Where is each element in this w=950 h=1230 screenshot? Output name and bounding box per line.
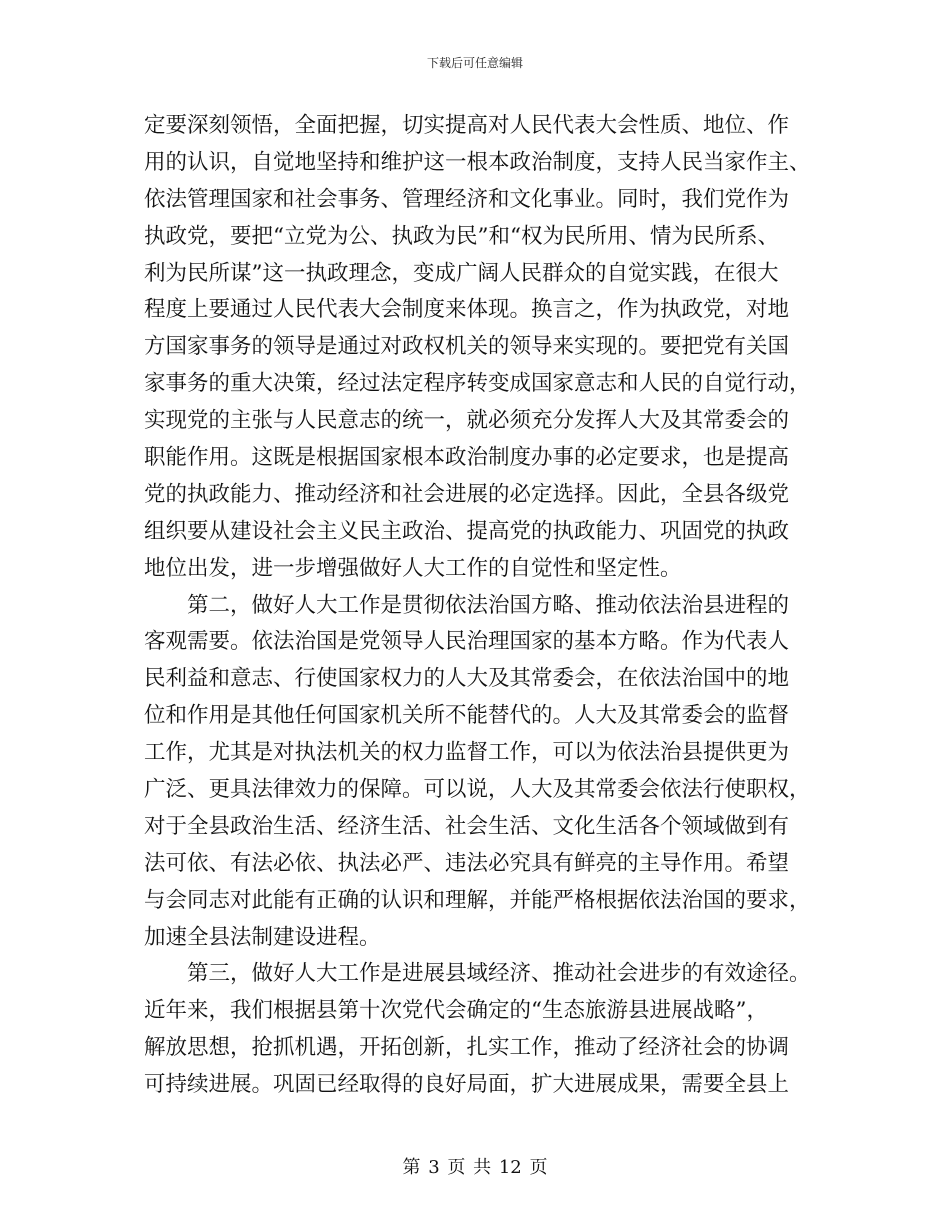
body-line: 第二，做好人大工作是贯彻依法治国方略、推动依法治县进程的 xyxy=(144,592,790,618)
body-line: 可持续进展。巩固已经取得的良好局面，扩大进展成果，需要全县上 xyxy=(144,1072,790,1098)
page-number-footer: 第 3 页 共 12 页 xyxy=(402,1157,548,1178)
body-line: 解放思想，抢抓机遇，开拓创新，扎实工作，推动了经济社会的协调 xyxy=(144,1035,790,1061)
body-line: 方国家事务的领导是通过对政权机关的领导来实现的。要把党有关国 xyxy=(144,334,790,360)
body-line: 第三，做好人大工作是进展县域经济、推动社会进步的有效途径。 xyxy=(144,961,811,987)
body-line: 地位出发，进一步增强做好人大工作的自觉性和坚定性。 xyxy=(144,555,682,581)
body-line: 客观需要。依法治国是党领导人民治理国家的基本方略。作为代表人 xyxy=(144,629,790,655)
body-line: 程度上要通过人民代表大会制度来体现。换言之，作为执政党，对地 xyxy=(144,297,790,323)
body-line: 定要深刻领悟，全面把握，切实提高对人民代表大会性质、地位、作 xyxy=(144,113,790,138)
body-line: 广泛、更具法律效力的保障。可以说，人大及其常委会依法行使职权， xyxy=(144,777,811,803)
body-line: 与会同志对此能有正确的认识和理解，并能严格根据依法治国的要求， xyxy=(144,887,811,913)
body-line: 党的执政能力、推动经济和社会进展的必定选择。因此，全县各级党 xyxy=(144,481,790,507)
body-line: 依法管理国家和社会事务、管理经济和文化事业。同时，我们党作为 xyxy=(144,186,790,212)
body-line: 法可依、有法必依、执法必严、违法必究具有鲜亮的主导作用。希望 xyxy=(144,850,790,876)
page-header-note: 下载后可任意编辑 xyxy=(426,56,523,70)
body-line: 利为民所谋”这一执政理念，变成广阔人民群众的自觉实践，在很大 xyxy=(144,260,779,286)
body-line: 职能作用。这既是根据国家根本政治制度办事的必定要求，也是提高 xyxy=(144,445,790,471)
body-line: 民利益和意志、行使国家权力的人大及其常委会，在依法治国中的地 xyxy=(144,666,790,692)
body-line: 执政党，要把“立党为公、执政为民”和“权为民所用、情为民所系、 xyxy=(144,223,779,249)
body-line: 家事务的重大决策，经过法定程序转变成国家意志和人民的自觉行动， xyxy=(144,371,811,397)
body-line: 实现党的主张与人民意志的统一，就必须充分发挥人大及其常委会的 xyxy=(144,408,790,434)
body-line: 位和作用是其他任何国家机关所不能替代的。人大及其常委会的监督 xyxy=(144,703,790,729)
body-line: 用的认识，自觉地坚持和维护这一根本政治制度，支持人民当家作主、 xyxy=(144,149,811,175)
body-line: 工作，尤其是对执法机关的权力监督工作，可以为依法治县提供更为 xyxy=(144,740,790,766)
body-line: 加速全县法制建设进程。 xyxy=(144,924,381,950)
document-body xyxy=(144,108,811,1104)
body-line: 组织要从建设社会主义民主政治、提高党的执政能力、巩固党的执政 xyxy=(144,518,790,544)
body-line: 对于全县政治生活、经济生活、社会生活、文化生活各个领域做到有 xyxy=(144,813,790,839)
body-line: 近年来，我们根据县第十次党代会确定的“生态旅游县进展战略”， xyxy=(144,998,768,1024)
